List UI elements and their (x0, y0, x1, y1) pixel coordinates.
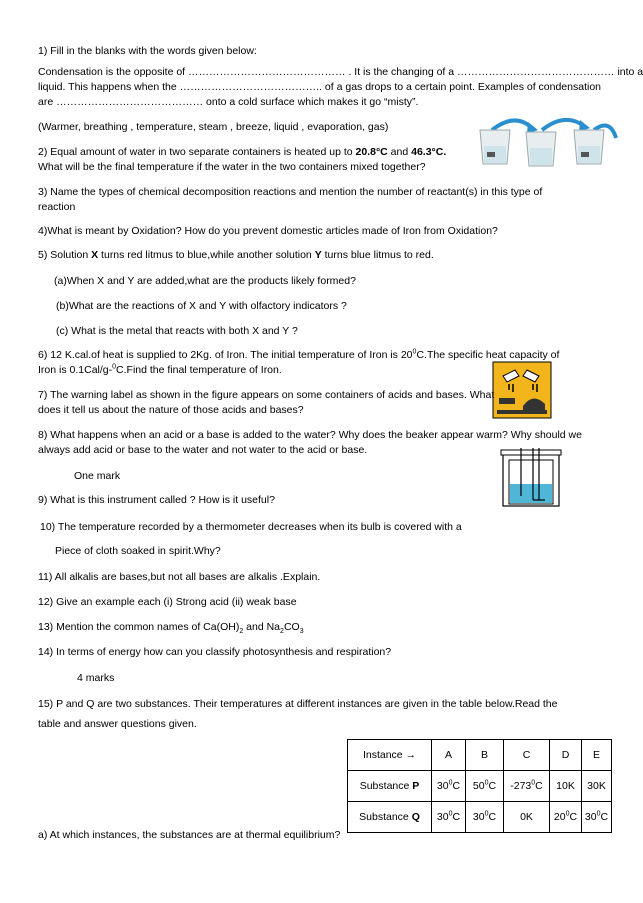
q7-line2: does it tell us about the nature of those acids and bases? (38, 404, 304, 416)
q1-line1: Condensation is the opposite of ……………………………………… . It is the changing of a ……………………………………… into a (38, 66, 643, 78)
table-cell-substance-p: Substance P (348, 771, 432, 802)
table-cell-substance-q: Substance Q (348, 802, 432, 833)
table-cell: 10K (550, 771, 582, 802)
q5-line: 5) Solution X turns red litmus to blue,while another solution Y turns blue litmus to red. (38, 249, 434, 261)
q5-part-c: (c) What is the metal that reacts with both X and Y ? (56, 325, 298, 337)
table-cell-instance-label: Instance → (348, 740, 432, 771)
q14-line: 14) In terms of energy how can you classify photosynthesis and respiration? (38, 646, 392, 658)
q10-line2: Piece of cloth soaked in spirit.Why? (55, 545, 221, 557)
table-cell: $30^0C$ (432, 771, 466, 802)
table-row (348, 771, 612, 802)
four-marks-heading: 4 marks (77, 672, 115, 684)
q9-line: 9) What is this instrument called ? How is it useful? (38, 494, 275, 506)
q3-line1: 3) Name the types of chemical decomposition reactions and mention the number of reactant(s) in this type of (38, 186, 543, 198)
three-beakers-image (470, 108, 620, 168)
q4-line: 4)What is meant by Oxidation? How do you prevent domestic articles made of Iron from Oxidation? (38, 225, 498, 237)
q2-line2: What will be the final temperature if the water in the two containers mixed together? (38, 161, 426, 173)
table-cell: $30^0C$ (466, 802, 504, 833)
table-header-cell: D (550, 740, 582, 771)
q1-line2: liquid. This happens when the ………………………………….. of a gas drops to a certain point. Examples of condensation (38, 81, 602, 93)
q11-line: 11) All alkalis are bases,but not all bases are alkalis .Explain. (38, 571, 321, 583)
q7-line1: 7) The warning label as shown in the figure appears on some containers of acids and bases. What (38, 389, 495, 401)
calorimeter-apparatus (501, 448, 561, 508)
table-header-cell: A (432, 740, 466, 771)
q12-line: 12) Give an example each (i) Strong acid (ii) weak base (38, 596, 297, 608)
table-header-cell: B (466, 740, 504, 771)
q1-title: 1) Fill in the blanks with the words given below: (38, 45, 257, 57)
table-cell: 0K (504, 802, 550, 833)
q5-part-b: (b)What are the reactions of X and Y with olfactory indicators ? (56, 300, 347, 312)
q8-line2: always add acid or base to the water and not water to the acid or base. (38, 444, 368, 456)
q10-line1: 10) The temperature recorded by a thermometer decreases when its bulb is covered with a (40, 521, 462, 533)
q15-line2: table and answer questions given. (38, 718, 197, 730)
corrosive-warning-label (493, 362, 551, 418)
table-cell: $30^0C$ (432, 802, 466, 833)
table-cell: $20^0C$ (550, 802, 582, 833)
table-row (348, 740, 612, 771)
q15-line1: 15) P and Q are two substances. Their temperatures at different instances are given in the table below.Read the (38, 698, 558, 710)
table-cell: $30^0C$ (582, 802, 612, 833)
table-cell: 30K (582, 771, 612, 802)
temperature-table (347, 739, 612, 833)
table-header-cell: E (582, 740, 612, 771)
q3-line2: reaction (38, 201, 76, 213)
table-cell: $-273^0C$ (504, 771, 550, 802)
table-header-cell: C (504, 740, 550, 771)
q1-word-list: (Warmer, breathing , temperature, steam , breeze, liquid , evaporation, gas) (38, 121, 389, 133)
q1-line3: are …………………………………… onto a cold surface which makes it go “misty”. (38, 96, 419, 108)
one-mark-heading: One mark (74, 470, 121, 482)
q5-part-a: (a)When X and Y are added,what are the products likely formed? (54, 275, 356, 287)
q8-line1: 8) What happens when an acid or a base is added to the water? Why does the beaker appear warm? Why should we (38, 429, 582, 441)
q13-line: 13) Mention the common names of $Ca(OH)_2$ and $Na_2CO_3$ (38, 621, 304, 636)
q2-line1: 2) Equal amount of water in two separate containers is heated up to 20.8°C and 46.3°C. (38, 146, 447, 158)
q6-line1: 6) 12 K.cal.of heat is supplied to 2Kg. of Iron. The initial temperature of Iron is $20^0C.The$ specific heat capacity of (38, 348, 560, 361)
qa-line: a) At which instances, the substances are at thermal equilibrium? (38, 829, 341, 841)
table-row (348, 802, 612, 833)
table-cell: $50^0C$ (466, 771, 504, 802)
q6-line2: Iron is 0.1Cal/g-$^0$C.Find the final temperature of Iron. (38, 363, 282, 376)
